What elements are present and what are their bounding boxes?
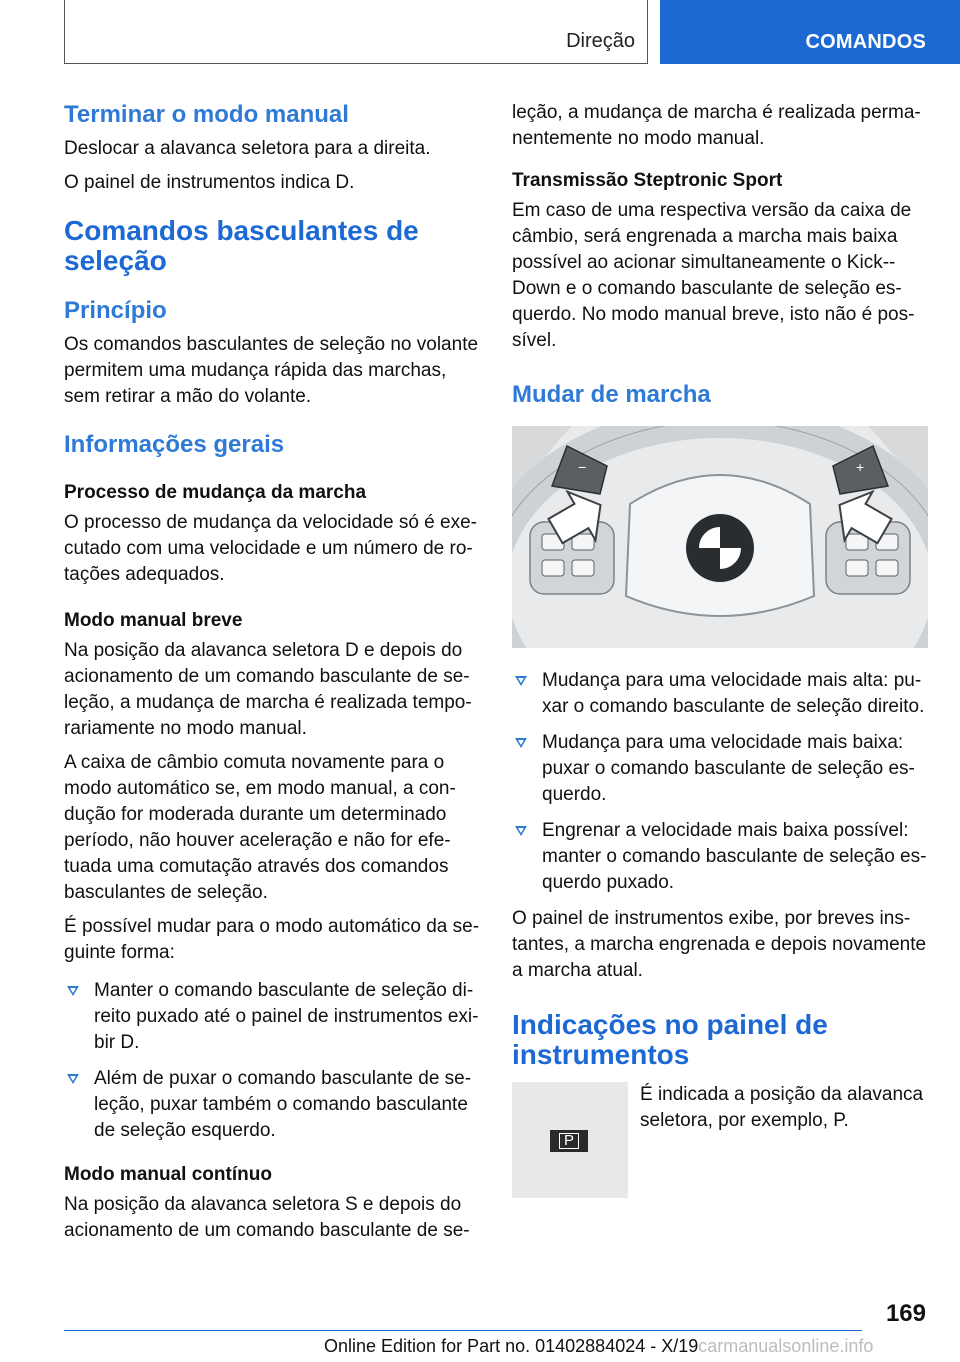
paragraph: Na posição da alavanca seletora S e depois do acionamento de um comando basculante de se-: [64, 1194, 470, 1241]
subheading-process: Processo de mudança da marcha: [64, 482, 367, 503]
list-item: Engrenar a velocidade mais baixa possível: manter o comando basculante de seleção es-querdo puxado.: [512, 818, 928, 896]
bullet-list: [512, 668, 928, 896]
paragraph: A caixa de câmbio comuta novamente para o modo automático se, em modo manual, a con-dução for moderada durante um determinado período, não houver aceleração e não for efe-tuada uma comutação através dos comandos basculantes de seleção.: [64, 752, 456, 903]
footer-edition: Online Edition for Part no. 01402884024 - X/19carmanualsonline.info: [324, 1336, 874, 1356]
bullet-list: [64, 978, 480, 1144]
instrument-display-illustration: [512, 1082, 628, 1198]
indication-row: [512, 1082, 928, 1202]
paddle-minus-label: −: [578, 459, 587, 475]
triangle-bullet-icon: [515, 738, 527, 748]
paragraph: É indicada a posição da alavanca seletora, por exemplo, P.: [640, 1084, 924, 1131]
triangle-bullet-icon: [67, 1074, 79, 1084]
heading-shift: Mudar de marcha: [512, 381, 711, 408]
list-item: Além de puxar o comando basculante de se-leção, puxar também o comando basculante de seleção esquerdo.: [64, 1066, 480, 1144]
steering-wheel-icon: [512, 426, 928, 648]
list-item: Mudança para uma velocidade mais baixa: puxar o comando basculante de seleção es-querdo.: [512, 730, 928, 808]
subheading-brief: Modo manual breve: [64, 610, 243, 631]
footer-divider: [64, 1330, 862, 1331]
paragraph: O painel de instrumentos exibe, por breves ins-tantes, a marcha engrenada e depois novamente a marcha atual.: [512, 908, 927, 981]
page-number: 169: [885, 1300, 926, 1327]
paragraph: O processo de mudança da velocidade só é exe-cutado com uma velocidade e um número de ro-tações adequados.: [64, 512, 477, 585]
heading-principle: Princípio: [64, 297, 167, 324]
paddle-plus-label: +: [856, 459, 865, 475]
heading-end-manual: Terminar o modo manual: [64, 101, 349, 128]
list-item: Mudança para uma velocidade mais alta: pu-xar o comando basculante de seleção direito.: [512, 668, 928, 720]
triangle-bullet-icon: [515, 826, 527, 836]
left-column: [64, 100, 480, 1244]
paragraph: Os comandos basculantes de seleção no volante permitem uma mudança rápida das marchas, sem retirar a mão do volante.: [64, 334, 479, 407]
paragraph: Em caso de uma respectiva versão da caixa de câmbio, será engrenada a marcha mais baixa possível ao acionar simultaneamente o Kick--Down e o comando basculante de seleção es-querdo. No modo manual breve, isto não é pos-sível.: [512, 200, 915, 351]
paragraph: Na posição da alavanca seletora D e depois do acionamento de um comando basculante de se-leção, a mudança de marcha é realizada tempo-rariamente no modo manual.: [64, 640, 472, 739]
heading-indications: Indicações no painel de instrumentos: [512, 1009, 828, 1070]
paragraph: leção, a mudança de marcha é realizada perma-nentemente no modo manual.: [512, 102, 921, 149]
heading-general: Informações gerais: [64, 431, 285, 458]
header-section: Direção: [566, 30, 635, 52]
triangle-bullet-icon: [515, 676, 527, 686]
paragraph: Deslocar a alavanca seletora para a direita.: [64, 138, 431, 159]
steering-wheel-illustration: [512, 426, 928, 648]
paragraph: O painel de instrumentos indica D.: [64, 172, 355, 193]
watermark: carmanualsonline.info: [698, 1336, 874, 1356]
subheading-continuous: Modo manual contínuo: [64, 1164, 272, 1185]
gear-indicator-icon: P: [550, 1130, 588, 1152]
header-chapter: COMANDOS: [805, 31, 926, 53]
heading-paddles: Comandos basculantes de seleção: [64, 215, 419, 276]
header-section-box: [64, 0, 648, 64]
right-column: [512, 100, 928, 1202]
triangle-bullet-icon: [67, 986, 79, 996]
paragraph: É possível mudar para o modo automático da se-guinte forma:: [64, 916, 480, 963]
subheading-steptronic: Transmissão Steptronic Sport: [512, 170, 783, 191]
header-chapter-box: [660, 0, 960, 64]
list-item: Manter o comando basculante de seleção di-reito puxado até o painel de instrumentos exi-bir D.: [64, 978, 480, 1056]
